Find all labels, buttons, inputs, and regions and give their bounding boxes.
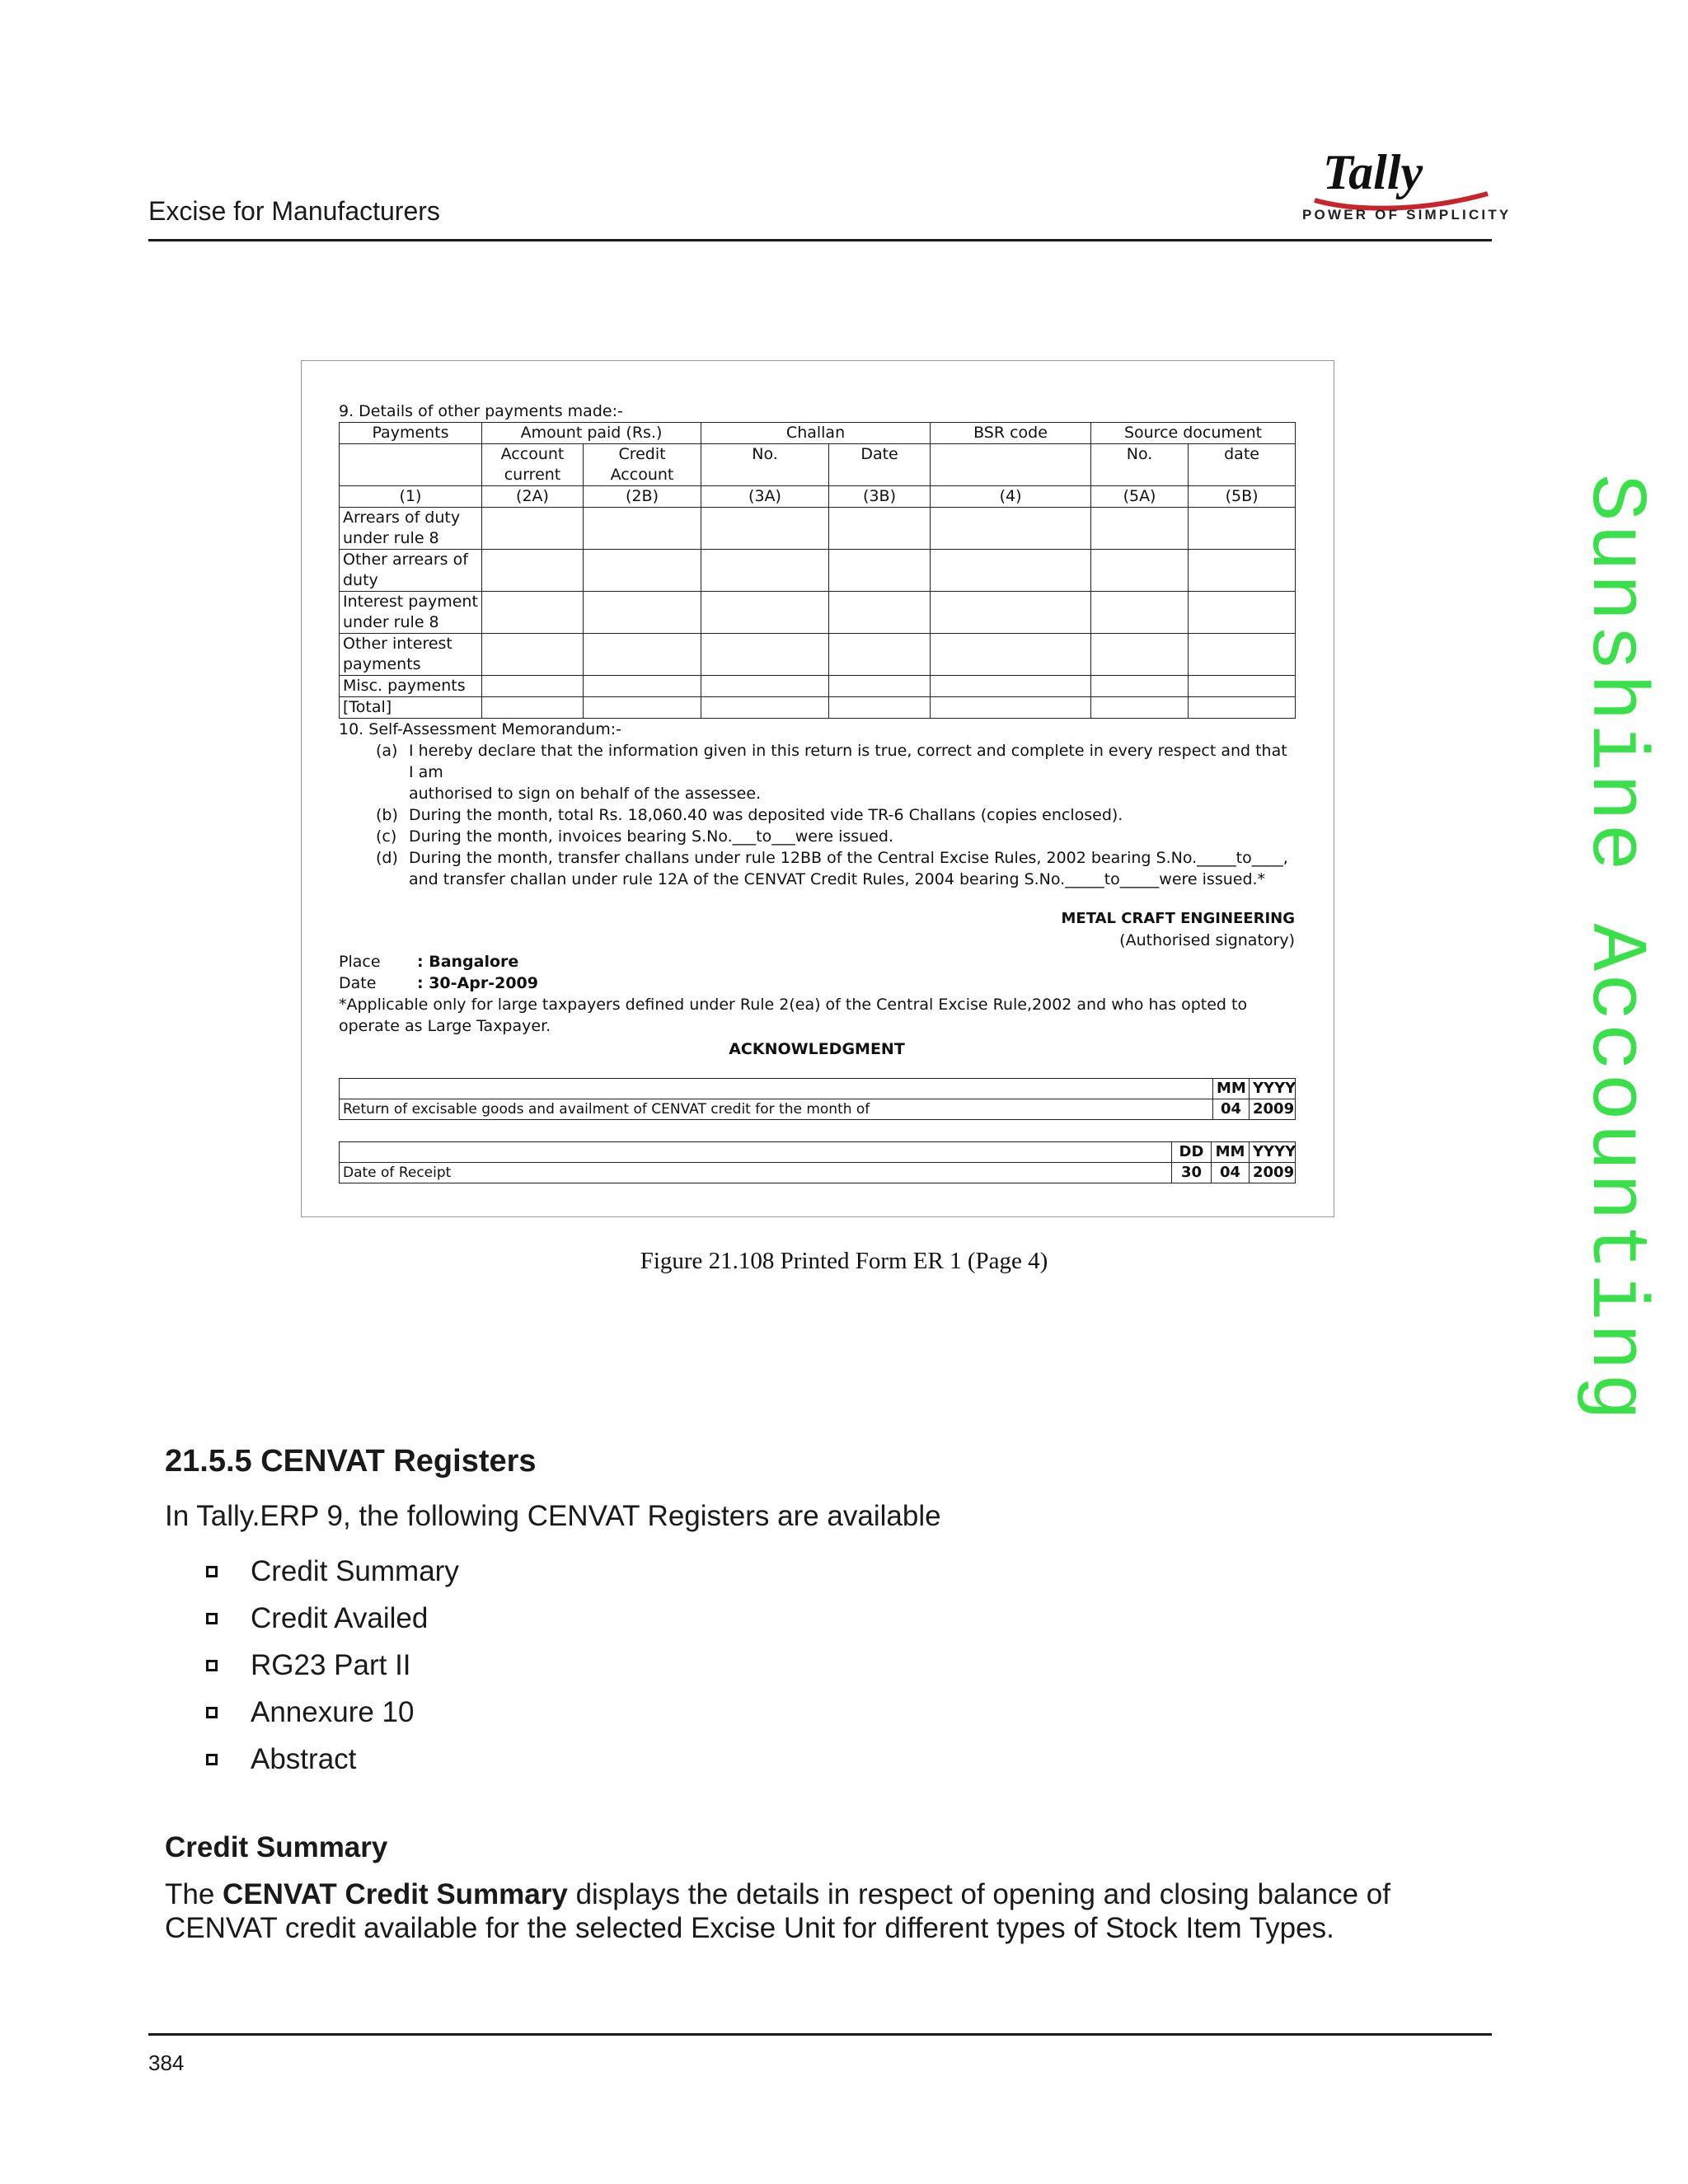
date-line: Date : 30-Apr-2009 [339,974,538,992]
authorised-signatory: (Authorised signatory) [1119,931,1295,949]
form-er1-figure [301,360,1334,1217]
col-source-date: date [1189,444,1296,486]
table-row: Misc. payments [340,676,1296,697]
square-bullet-icon [206,1613,218,1624]
col-challan-no: No. [701,444,829,486]
credit-summary-paragraph: The CENVAT Credit Summary displays the details in respect of opening and closing balance of CENVAT credit available for the selected Excise Unit for different types of Stock Item Types. [165,1878,1390,1944]
form-content [339,401,1295,1183]
table-subheader-row [340,444,1296,486]
ack-receipt-yyyy: 2009 [1250,1163,1296,1183]
section-heading: 21.5.5 CENVAT Registers [165,1444,537,1479]
list-item: Credit Availed [206,1595,459,1642]
table-row: Other interest payments [340,634,1296,676]
list-item: Credit Summary [206,1548,459,1595]
ack-receipt-table: DD MM YYYY Date of Receipt 30 04 2009 [339,1141,1296,1183]
ack-receipt-mm: 04 [1212,1163,1250,1183]
page-number: 384 [148,2050,185,2075]
table-row: Arrears of duty under rule 8 [340,508,1296,550]
col-challan: Challan [701,423,931,444]
square-bullet-icon [206,1566,218,1577]
col-challan-date: Date [829,444,931,486]
footer-rule [148,2033,1492,2036]
company-name: METAL CRAFT ENGINEERING [1061,910,1295,927]
column-number-row: (1) (2A) (2B) (3A) (3B) (4) (5A) (5B) [340,486,1296,508]
logo-wordmark: Tally [1323,145,1423,199]
ack-receipt-label: Date of Receipt [340,1163,1172,1183]
col-account-current: Account current [482,444,584,486]
table-header-row [340,423,1296,444]
list-item: RG23 Part II [206,1642,459,1689]
list-item: Annexure 10 [206,1689,459,1736]
watermark-text: Sunshine Accounting [1570,474,1660,1423]
place-line: Place : Bangalore [339,953,519,971]
acknowledgment-title: ACKNOWLEDGMENT [729,1040,905,1058]
table-row-total: [Total] [340,697,1296,719]
memo-item: (b) During the month, total Rs. 18,060.40 was deposited vide TR-6 Challans (copies enclosed). [376,806,1123,824]
col-amount-paid: Amount paid (Rs.) [482,423,701,444]
figure-caption: Figure 21.108 Printed Form ER 1 (Page 4) [640,1248,1048,1274]
ack-return-table: MM YYYY Return of excisable goods and availment of CENVAT credit for the month of 04 2009 [339,1078,1296,1120]
running-header-title: Excise for Manufacturers [148,196,440,226]
memo-item: (d) During the month, transfer challans under rule 12BB of the Central Excise Rules, 2002 bearing S.No._____to____, and transfer challan under rule 12A of the CENVAT Credit Rules, 2004 bearing S.No._____to_____were issued.* [376,849,1288,888]
square-bullet-icon [206,1707,218,1718]
col-source-document: Source document [1091,423,1296,444]
registers-list [206,1548,459,1783]
square-bullet-icon [206,1660,218,1671]
signature-block [339,908,1295,951]
logo-slogan: POWER OF SIMPLICITY [1302,207,1512,223]
col-payments: Payments [340,423,482,444]
other-payments-table [339,422,1296,719]
footnote: *Applicable only for large taxpayers defined under Rule 2(ea) of the Central Excise Rule,2002 and who has opted to operate as Large Taxpayer. [339,996,1248,1035]
ack-receipt-dd: 30 [1172,1163,1212,1183]
section9-title: 9. Details of other payments made:- [339,402,623,420]
table-row: Other arrears of duty [340,550,1296,592]
ack-return-mm: 04 [1213,1099,1250,1120]
header-rule [148,239,1492,241]
self-assessment-memo [376,740,1295,890]
col-credit-account: Credit Account [584,444,701,486]
square-bullet-icon [206,1754,218,1765]
memo-item: (a) I hereby declare that the information given in this return is true, correct and complete in every respect and that I am authorised to sign on behalf of the assessee. [376,742,1287,803]
section-intro: In Tally.ERP 9, the following CENVAT Registers are available [165,1500,941,1532]
memo-item: (c) During the month, invoices bearing S.No.___to___were issued. [376,827,894,846]
table-row: Interest payment under rule 8 [340,592,1296,634]
ack-return-yyyy: 2009 [1250,1099,1296,1120]
section10-title: 10. Self-Assessment Memorandum:- [339,720,621,738]
list-item: Abstract [206,1736,459,1783]
ack-return-label: Return of excisable goods and availment of CENVAT credit for the month of [340,1099,1213,1120]
col-source-no: No. [1091,444,1189,486]
col-bsr-code: BSR code [931,423,1091,444]
sub-heading: Credit Summary [165,1831,388,1863]
